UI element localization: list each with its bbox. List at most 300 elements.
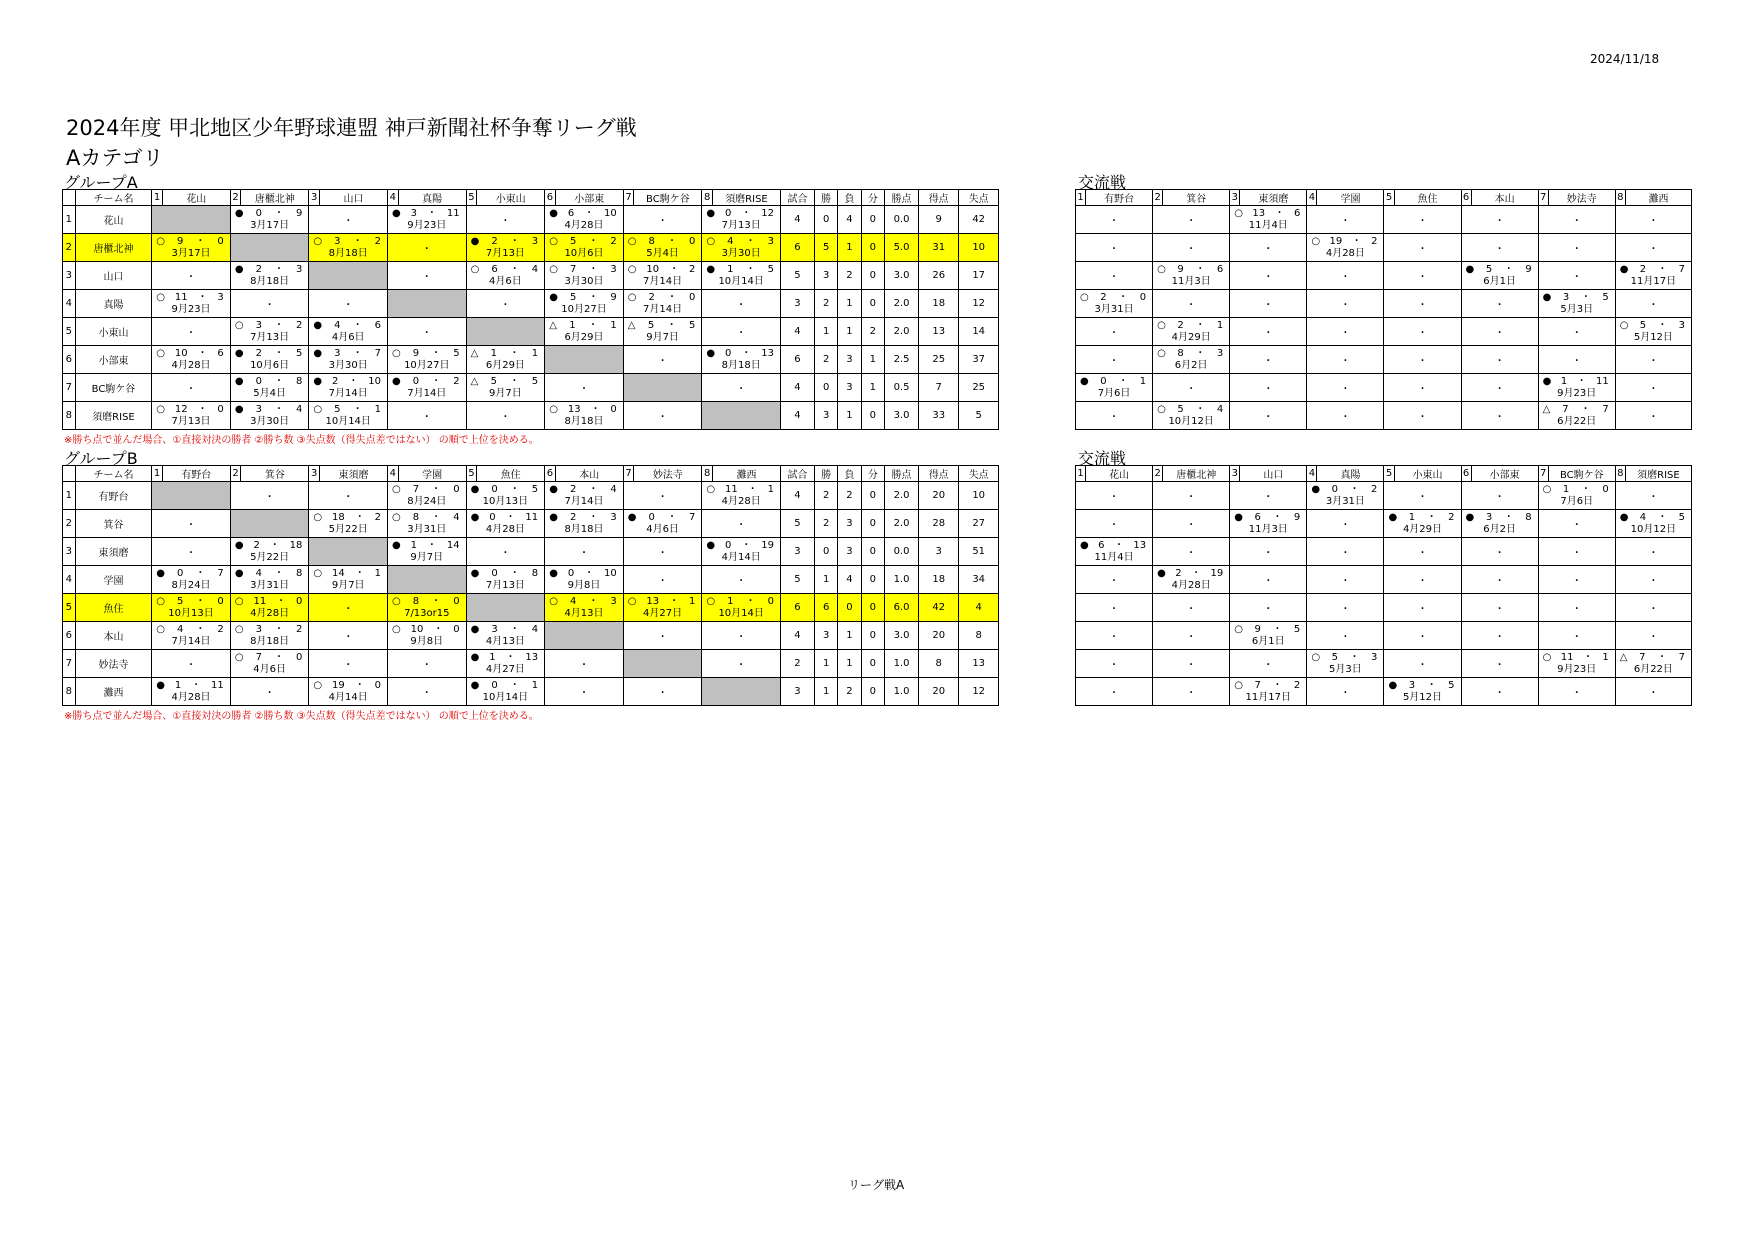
self-match-cell xyxy=(309,262,388,290)
score-for: 0 xyxy=(491,567,498,579)
result-mark: △ xyxy=(627,319,636,331)
team-stat: 1 xyxy=(838,318,861,346)
match-result-cell xyxy=(623,318,702,346)
score-against: 5 xyxy=(531,375,539,387)
score-against: 5 xyxy=(1293,623,1301,635)
match-cell xyxy=(1538,594,1615,622)
team-stat: 0 xyxy=(861,678,884,706)
match-result-cell xyxy=(1076,538,1153,566)
match-result-cell xyxy=(1230,510,1307,538)
match-result-cell xyxy=(309,374,388,402)
header-opponent-name: 小部東 xyxy=(1471,466,1538,482)
match-date: 11月4日 xyxy=(1094,551,1134,563)
score-line xyxy=(702,484,780,496)
header-opponent-number: 4 xyxy=(388,466,399,482)
match-result-cell xyxy=(230,594,309,622)
score-against: 8 xyxy=(1525,511,1532,523)
score-line xyxy=(1307,652,1383,664)
score-line xyxy=(231,652,309,664)
match-result-cell xyxy=(388,594,467,622)
group-b-label: グループB xyxy=(64,449,138,468)
score-for: 0 xyxy=(725,347,732,359)
match-result-cell xyxy=(1615,650,1691,678)
match-cell xyxy=(1615,566,1691,594)
match-cell xyxy=(1076,482,1153,510)
team-stat: 4 xyxy=(780,482,814,510)
no-match-dot: ・ xyxy=(1494,216,1505,227)
no-match-dot: ・ xyxy=(421,660,432,671)
score-for: 2 xyxy=(255,347,262,359)
header-opponent-number: 6 xyxy=(1461,190,1471,206)
result-mark: ● xyxy=(1465,263,1475,275)
match-date: 5月22日 xyxy=(250,551,290,563)
header-opponent-number: 6 xyxy=(1461,466,1471,482)
team-number: 8 xyxy=(63,402,76,430)
team-stat: 3 xyxy=(838,538,861,566)
score-against: 3 xyxy=(296,263,303,275)
result-mark: ● xyxy=(313,347,323,359)
score-separator: ・ xyxy=(195,235,206,247)
result-mark: ● xyxy=(1542,291,1552,303)
no-match-dot: ・ xyxy=(1340,384,1351,395)
no-match-dot: ・ xyxy=(1571,356,1582,367)
result-mark: ○ xyxy=(156,235,165,247)
team-number: 4 xyxy=(63,566,76,594)
score-for: 11 xyxy=(174,291,188,303)
inter-a-label: 交流戦 xyxy=(1078,173,1127,192)
result-mark: ○ xyxy=(156,623,165,635)
header-stat: 勝点 xyxy=(885,466,919,482)
score-line xyxy=(545,292,623,304)
team-stat: 2 xyxy=(814,510,837,538)
match-cell xyxy=(1538,318,1615,346)
score-against: 14 xyxy=(446,539,460,551)
match-cell xyxy=(1615,402,1691,430)
no-match-dot: ・ xyxy=(186,548,197,559)
no-match-dot: ・ xyxy=(1417,548,1428,559)
no-match-dot: ・ xyxy=(1186,604,1197,615)
score-against: 4 xyxy=(610,483,617,495)
match-cell xyxy=(1384,234,1461,262)
score-line xyxy=(231,348,309,360)
header-row xyxy=(63,466,999,482)
no-match-dot: ・ xyxy=(736,576,747,587)
result-mark: ● xyxy=(706,263,716,275)
team-stat: 4 xyxy=(780,318,814,346)
team-name: 学園 xyxy=(75,566,151,594)
score-separator: ・ xyxy=(273,403,284,415)
team-stat: 1 xyxy=(861,346,884,374)
match-result-cell xyxy=(152,622,231,650)
score-against: 2 xyxy=(296,623,303,635)
result-mark: ● xyxy=(156,567,165,579)
score-for: 4 xyxy=(1639,511,1647,523)
team-stat: 3 xyxy=(780,678,814,706)
score-for: 8 xyxy=(412,595,420,607)
match-cell xyxy=(1615,290,1691,318)
interleague-row xyxy=(1076,622,1692,650)
score-separator: ・ xyxy=(352,403,363,415)
result-mark: ● xyxy=(706,347,716,359)
score-separator: ・ xyxy=(433,623,444,635)
score-line xyxy=(545,404,623,416)
score-for: 10 xyxy=(174,347,188,359)
match-result-cell xyxy=(230,318,309,346)
no-match-dot: ・ xyxy=(1494,660,1505,671)
header-opponent-number: 3 xyxy=(1230,466,1240,482)
match-result-cell xyxy=(466,510,545,538)
match-cell xyxy=(1384,650,1461,678)
team-name: 箕谷 xyxy=(75,510,151,538)
interleague-row xyxy=(1076,346,1692,374)
match-cell xyxy=(1153,510,1230,538)
match-result-cell xyxy=(466,566,545,594)
match-date: 7月13日 xyxy=(250,331,290,343)
team-number: 1 xyxy=(63,206,76,234)
match-result-cell xyxy=(1461,262,1538,290)
match-date: 7月14日 xyxy=(643,303,683,315)
team-row xyxy=(63,318,999,346)
no-match-dot: ・ xyxy=(1263,576,1274,587)
no-match-dot: ・ xyxy=(1571,216,1582,227)
match-result-cell xyxy=(1153,402,1230,430)
match-result-cell xyxy=(545,510,624,538)
no-match-dot: ・ xyxy=(343,632,354,643)
match-cell xyxy=(1461,482,1538,510)
score-for: 7 xyxy=(569,263,577,275)
score-for: 4 xyxy=(727,235,734,247)
match-cell xyxy=(1538,346,1615,374)
interleague-row xyxy=(1076,650,1692,678)
score-separator: ・ xyxy=(588,263,599,275)
score-separator: ・ xyxy=(1272,679,1283,691)
no-match-dot: ・ xyxy=(1648,356,1659,367)
team-stat: 0 xyxy=(861,650,884,678)
score-for: 7 xyxy=(255,651,262,663)
score-for: 11 xyxy=(725,483,738,495)
score-for: 19 xyxy=(1329,235,1343,247)
score-against: 8 xyxy=(296,375,303,387)
team-stat: 6 xyxy=(780,346,814,374)
team-number: 7 xyxy=(63,650,76,678)
header-opponent-number: 5 xyxy=(1384,466,1394,482)
score-line xyxy=(152,596,230,608)
team-stat: 25 xyxy=(959,374,999,402)
score-line xyxy=(624,236,702,248)
score-for: 2 xyxy=(1175,567,1182,579)
score-for: 3 xyxy=(491,623,498,635)
score-for: 0 xyxy=(725,207,732,219)
score-separator: ・ xyxy=(669,595,680,607)
match-cell xyxy=(1230,566,1307,594)
score-line xyxy=(388,540,466,552)
score-separator: ・ xyxy=(1272,511,1283,523)
score-line xyxy=(467,264,545,276)
header-opponent-name: 花山 xyxy=(162,190,230,206)
match-result-cell xyxy=(309,678,388,706)
match-cell xyxy=(1230,318,1307,346)
no-match-dot: ・ xyxy=(1109,412,1120,423)
match-cell xyxy=(702,318,781,346)
match-cell xyxy=(1230,650,1307,678)
score-line xyxy=(388,484,466,496)
score-separator: ・ xyxy=(745,263,756,275)
score-line xyxy=(545,320,623,332)
score-for: 6 xyxy=(1254,511,1261,523)
score-separator: ・ xyxy=(273,207,284,219)
team-number: 8 xyxy=(63,678,76,706)
result-mark: ○ xyxy=(313,679,323,691)
match-date: 3月30日 xyxy=(721,247,761,259)
match-cell xyxy=(545,650,624,678)
score-separator: ・ xyxy=(273,623,284,635)
score-against: 11 xyxy=(1596,375,1609,387)
result-mark: ○ xyxy=(156,347,165,359)
team-row xyxy=(63,650,999,678)
score-separator: ・ xyxy=(1191,567,1202,579)
no-match-dot: ・ xyxy=(1417,492,1428,503)
match-date: 3月31日 xyxy=(1094,303,1134,315)
no-match-dot: ・ xyxy=(1648,244,1659,255)
score-against: 2 xyxy=(217,623,224,635)
match-result-cell xyxy=(1076,290,1153,318)
score-separator: ・ xyxy=(431,375,442,387)
self-match-cell xyxy=(466,594,545,622)
page-footer: リーグ戦A xyxy=(848,1178,905,1192)
match-cell xyxy=(466,402,545,430)
score-for: 4 xyxy=(569,595,577,607)
header-opponent-number: 8 xyxy=(702,190,713,206)
header-opponent-name: 小部東 xyxy=(555,190,623,206)
score-for: 14 xyxy=(332,567,345,579)
match-cell xyxy=(1538,510,1615,538)
match-cell xyxy=(1461,566,1538,594)
match-cell xyxy=(1384,318,1461,346)
match-date: 3月31日 xyxy=(250,579,290,591)
match-date: 4月14日 xyxy=(721,551,761,563)
match-result-cell xyxy=(702,538,781,566)
no-match-dot: ・ xyxy=(1263,244,1274,255)
header-opponent-number: 8 xyxy=(1615,190,1625,206)
score-line xyxy=(467,348,545,360)
score-separator: ・ xyxy=(666,319,677,331)
match-result-cell xyxy=(388,374,467,402)
score-line xyxy=(1307,484,1383,496)
match-cell xyxy=(1307,566,1384,594)
team-stat: 18 xyxy=(919,290,959,318)
header-opponent-name: 小東山 xyxy=(1394,466,1461,482)
score-line xyxy=(388,348,466,360)
team-stat: 8 xyxy=(919,650,959,678)
match-result-cell xyxy=(152,234,231,262)
match-cell xyxy=(1538,262,1615,290)
match-date: 9月7日 xyxy=(646,331,679,343)
team-stat: 4 xyxy=(959,594,999,622)
match-cell xyxy=(1230,346,1307,374)
match-cell xyxy=(388,262,467,290)
match-date: 4月13日 xyxy=(485,635,525,647)
match-cell xyxy=(702,566,781,594)
match-cell xyxy=(309,290,388,318)
no-match-dot: ・ xyxy=(264,300,275,311)
team-number: 7 xyxy=(63,374,76,402)
score-line xyxy=(624,320,702,332)
no-match-dot: ・ xyxy=(1186,216,1197,227)
match-result-cell xyxy=(702,482,781,510)
score-separator: ・ xyxy=(1426,679,1437,691)
match-cell xyxy=(1384,622,1461,650)
team-stat: 7 xyxy=(919,374,959,402)
no-match-dot: ・ xyxy=(264,688,275,699)
no-match-dot: ・ xyxy=(657,412,668,423)
team-row xyxy=(63,234,999,262)
no-match-dot: ・ xyxy=(1494,632,1505,643)
result-mark: ○ xyxy=(392,511,401,523)
match-cell xyxy=(152,650,231,678)
score-separator: ・ xyxy=(197,403,208,415)
no-match-dot: ・ xyxy=(1109,632,1120,643)
header-opponent-name: BC駒ケ谷 xyxy=(1548,466,1615,482)
match-date: 4月29日 xyxy=(1402,523,1443,535)
match-cell xyxy=(152,538,231,566)
team-stat: 42 xyxy=(919,594,959,622)
team-number: 2 xyxy=(63,234,76,262)
match-result-cell xyxy=(230,262,309,290)
score-line xyxy=(1153,404,1229,416)
team-stat: 1.0 xyxy=(885,650,919,678)
match-cell xyxy=(1153,594,1230,622)
match-result-cell xyxy=(309,234,388,262)
header-opponent-number: 1 xyxy=(1076,190,1086,206)
result-mark: ○ xyxy=(549,263,558,275)
no-match-dot: ・ xyxy=(1494,244,1505,255)
match-date: 7月13日 xyxy=(171,415,211,427)
score-against: 0 xyxy=(453,483,460,495)
score-separator: ・ xyxy=(509,623,520,635)
result-mark: ● xyxy=(1619,511,1629,523)
result-mark: ○ xyxy=(313,403,323,415)
score-line xyxy=(309,320,387,332)
score-separator: ・ xyxy=(273,263,284,275)
result-mark: ○ xyxy=(1080,291,1089,303)
team-stat: 2.5 xyxy=(885,346,919,374)
match-cell xyxy=(230,482,309,510)
match-result-cell xyxy=(466,622,545,650)
team-row xyxy=(63,482,999,510)
result-mark: △ xyxy=(470,375,479,387)
no-match-dot: ・ xyxy=(1263,300,1274,311)
no-match-dot: ・ xyxy=(1417,604,1428,615)
result-mark: ○ xyxy=(1157,347,1166,359)
no-match-dot: ・ xyxy=(1571,632,1582,643)
header-stat: 試合 xyxy=(780,466,814,482)
score-separator: ・ xyxy=(741,207,752,219)
no-match-dot: ・ xyxy=(186,384,197,395)
team-stat: 25 xyxy=(919,346,959,374)
result-mark: ○ xyxy=(1157,403,1166,415)
match-date: 11月3日 xyxy=(1248,523,1288,535)
match-result-cell xyxy=(1153,318,1230,346)
score-for: 2 xyxy=(491,235,498,247)
match-cell xyxy=(1076,346,1153,374)
score-line xyxy=(152,348,230,360)
score-line xyxy=(1076,376,1152,388)
interleague-row xyxy=(1076,566,1692,594)
score-separator: ・ xyxy=(352,235,363,247)
self-match-cell xyxy=(388,290,467,318)
match-date: 10月14日 xyxy=(325,415,371,427)
match-cell xyxy=(623,538,702,566)
match-date: 9月23日 xyxy=(1557,663,1597,675)
team-row xyxy=(63,566,999,594)
match-cell xyxy=(1461,234,1538,262)
match-cell xyxy=(1384,482,1461,510)
header-stat: 得点 xyxy=(919,190,959,206)
header-opponent-name: 箕谷 xyxy=(1163,190,1230,206)
match-result-cell xyxy=(1076,374,1153,402)
score-line xyxy=(1616,264,1691,276)
result-mark: ● xyxy=(549,483,558,495)
no-match-dot: ・ xyxy=(1340,604,1351,615)
team-stat: 4 xyxy=(780,206,814,234)
match-date: 6月22日 xyxy=(1557,415,1597,427)
match-result-cell xyxy=(466,650,545,678)
header-opponent-name: 真陽 xyxy=(1317,466,1384,482)
no-match-dot: ・ xyxy=(1186,548,1197,559)
team-stat: 3 xyxy=(838,374,861,402)
score-for: 3 xyxy=(255,319,262,331)
score-against: 6 xyxy=(1293,207,1301,219)
header-opponent-name: 本山 xyxy=(555,466,623,482)
match-cell xyxy=(1307,346,1384,374)
score-line xyxy=(309,512,387,524)
score-for: 0 xyxy=(567,567,575,579)
match-cell xyxy=(545,538,624,566)
score-separator: ・ xyxy=(1580,483,1591,495)
header-opponent-name: BC駒ケ谷 xyxy=(634,190,702,206)
score-against: 6 xyxy=(374,319,381,331)
team-stat: 28 xyxy=(919,510,959,538)
score-separator: ・ xyxy=(505,651,516,663)
match-result-cell xyxy=(230,402,309,430)
match-result-cell xyxy=(152,290,231,318)
score-separator: ・ xyxy=(273,375,284,387)
score-against: 10 xyxy=(368,375,381,387)
no-match-dot: ・ xyxy=(1109,576,1120,587)
score-separator: ・ xyxy=(745,595,756,607)
no-match-dot: ・ xyxy=(736,632,747,643)
score-for: 7 xyxy=(1562,403,1569,415)
team-stat: 1 xyxy=(838,290,861,318)
match-cell xyxy=(702,622,781,650)
no-match-dot: ・ xyxy=(1417,660,1428,671)
score-against: 1 xyxy=(374,403,381,415)
score-against: 2 xyxy=(1293,679,1301,691)
score-line xyxy=(309,404,387,416)
no-match-dot: ・ xyxy=(1648,548,1659,559)
score-line xyxy=(624,512,702,524)
score-line xyxy=(624,596,702,608)
header-opponent-name: 山口 xyxy=(1240,466,1307,482)
match-result-cell xyxy=(1615,510,1691,538)
match-cell xyxy=(1615,622,1691,650)
self-match-cell xyxy=(623,374,702,402)
result-mark: ○ xyxy=(1157,263,1166,275)
match-date: 7月13日 xyxy=(485,247,525,259)
self-match-cell xyxy=(623,650,702,678)
no-match-dot: ・ xyxy=(500,216,511,227)
result-mark: ● xyxy=(234,567,244,579)
